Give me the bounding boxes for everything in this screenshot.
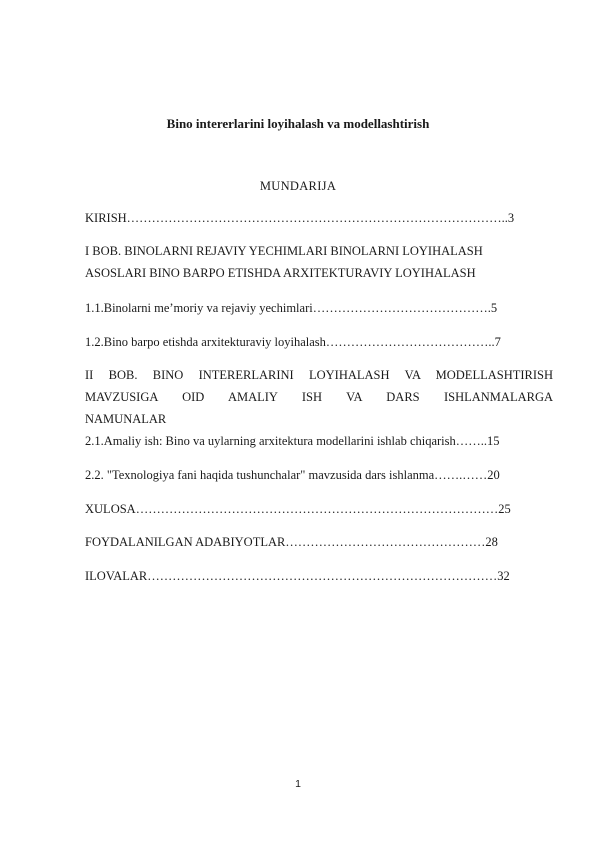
- document-title: Bino intererlarini loyihalash va modellashtirish: [166, 116, 430, 131]
- toc-heading: MUNDARIJA: [259, 179, 337, 193]
- toc-entry-kirish: KIRISH………………………………………………………………………………..3: [85, 211, 515, 225]
- toc-entry-2-1: 2.1.Amaliy ish: Bino va uylarning arxitektura modellarini ishlab chiqarish……..15: [85, 434, 500, 448]
- toc-entry-bob1-line1: I BOB. BINOLARNI REJAVIY YECHIMLARI BINOLARNI LOYIHALASH: [85, 244, 483, 258]
- page-number: 1: [295, 778, 301, 790]
- toc-entry-1-1: 1.1.Binolarni me’moriy va rejaviy yechimlari…………………………………….5: [85, 301, 498, 315]
- toc-entry-adabiyotlar: FOYDALANILGAN ADABIYOTLAR…………………………………………28: [85, 535, 498, 549]
- toc-entry-bob2-line3: NAMUNALAR: [85, 412, 167, 426]
- toc-entry-bob2-line1: II BOB. BINO INTERERLARINI LOYIHALASH VA MODELLASHTIRISH: [85, 368, 553, 382]
- toc-entry-bob2-line2: MAVZUSIGA OID AMALIY ISH VA DARS ISHLANMALARGA: [85, 390, 553, 404]
- toc-entry-1-2: 1.2.Bino barpo etishda arxitekturaviy loyihalash…………………………………..7: [85, 335, 501, 349]
- toc-entry-2-2: 2.2. "Texnologiya fani haqida tushunchalar" mavzusida dars ishlanma…….……20: [85, 468, 500, 482]
- toc-entry-ilovalar: ILOVALAR…………………………………………………………………………32: [85, 569, 510, 583]
- toc-entry-xulosa: XULOSA……………………………………………………………………………25: [85, 502, 511, 516]
- toc-entry-bob1-line2: ASOSLARI BINO BARPO ETISHDA ARXITEKTURAVIY LOYIHALASH: [85, 266, 476, 280]
